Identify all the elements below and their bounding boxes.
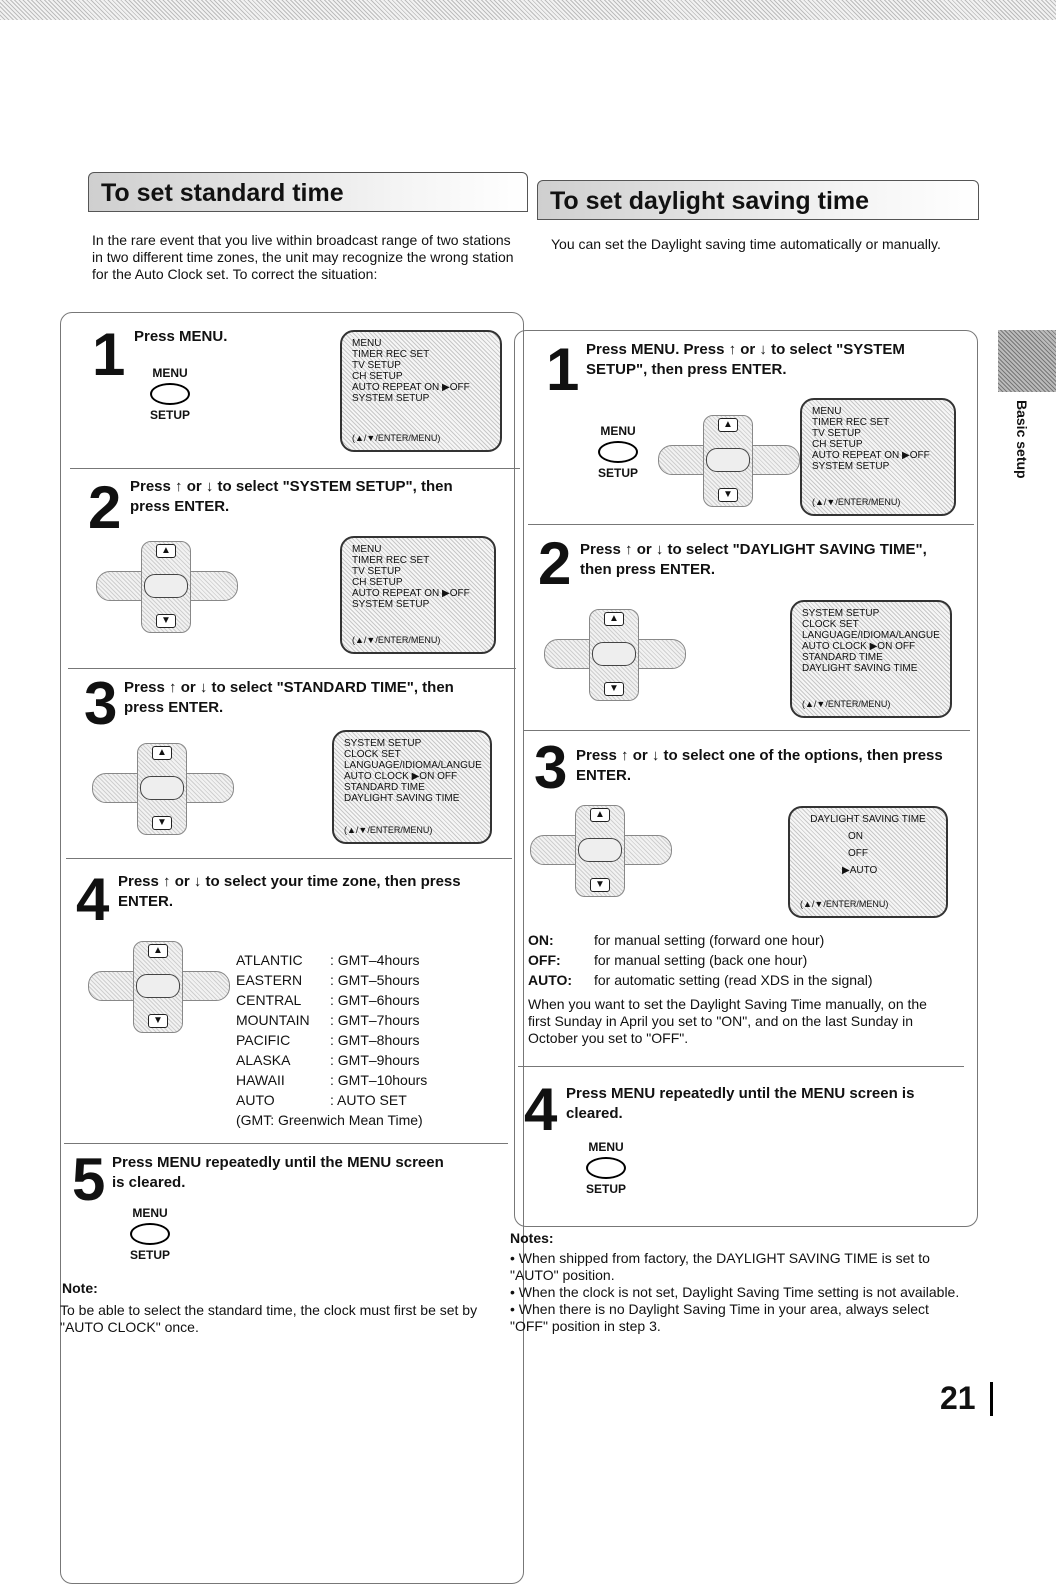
chapter-tab <box>998 330 1056 392</box>
menu-screen <box>800 398 956 516</box>
setup-label: SETUP <box>585 1182 626 1196</box>
menu-setup-button <box>566 1140 646 1196</box>
step-number: 3 <box>84 670 118 737</box>
screen-line: TIMER REC SET <box>352 555 430 566</box>
screen-line: LANGUAGE/IDIOMA/LANGUE <box>802 630 940 641</box>
screen-line: STANDARD TIME <box>802 652 883 663</box>
notes-heading: Notes: <box>510 1230 554 1246</box>
step-number: 2 <box>538 530 572 597</box>
timezone-list <box>236 950 427 1130</box>
direction-pad: ▲ ▼ <box>534 604 694 704</box>
section-title-daylight-saving: To set daylight saving time <box>537 180 979 220</box>
note-heading: Note: <box>62 1280 98 1296</box>
screen-line: CH SETUP <box>812 439 863 450</box>
step-text: Press MENU. Press ↑ or ↓ to select "SYSTEM SETUP", then press ENTER. <box>586 341 905 378</box>
oval-button-icon <box>586 1157 626 1179</box>
standard-time-intro: In the rare event that you live within broadcast range of two stations in two different time zones, the unit may recognize the wrong station for the Auto Clock set. To correct the situation: <box>92 232 514 282</box>
menu-label: MENU <box>152 366 188 380</box>
menu-label: MENU <box>588 1140 624 1154</box>
step-text: Press MENU repeatedly until the MENU screen is cleared. <box>566 1085 915 1122</box>
step-number: 3 <box>534 734 568 801</box>
timezone-row: PACIFIC : GMT–8hours <box>236 1032 420 1048</box>
oval-button-icon <box>150 383 190 405</box>
screen-footer: (▲/▼/ENTER/MENU) <box>352 433 441 443</box>
step-text: Press ↑ or ↓ to select "DAYLIGHT SAVING TIME", then press ENTER. <box>580 541 927 578</box>
top-pattern-band <box>0 0 1056 20</box>
screen-line: TV SETUP <box>352 566 401 577</box>
screen-line: CLOCK SET <box>344 749 401 760</box>
step-number: 2 <box>88 474 122 541</box>
page-number-bar <box>990 1382 993 1416</box>
screen-line: MENU <box>352 544 382 555</box>
screen-line: CH SETUP <box>352 371 403 382</box>
screen-line: TV SETUP <box>812 428 861 439</box>
divider <box>64 1143 508 1144</box>
daylight-screen <box>788 806 948 918</box>
screen-line: DAYLIGHT SAVING TIME <box>810 814 926 825</box>
screen-footer: (▲/▼/ENTER/MENU) <box>352 635 441 645</box>
menu-screen <box>340 536 496 654</box>
setup-label: SETUP <box>149 408 190 422</box>
screen-line: AUTO REPEAT ON ▶OFF <box>352 588 470 599</box>
screen-line: TV SETUP <box>352 360 401 371</box>
screen-line: STANDARD TIME <box>344 782 425 793</box>
timezone-row: EASTERN : GMT–5hours <box>236 972 420 988</box>
manual-setting-text: When you want to set the Daylight Saving Time manually, on the first Sunday in April you set to "ON", and on the last Sunday in October you set to "OFF". <box>528 996 927 1046</box>
menu-setup-button <box>110 1206 190 1262</box>
gmt-note: (GMT: Greenwich Mean Time) <box>236 1112 423 1128</box>
screen-line: TIMER REC SET <box>812 417 890 428</box>
direction-pad: ▲ ▼ <box>520 800 680 900</box>
system-setup-screen <box>332 730 492 844</box>
note-item: • When shipped from factory, the DAYLIGHT SAVING TIME is set to "AUTO" position. <box>510 1250 930 1283</box>
step-text: Press ↑ or ↓ to select one of the options, then press ENTER. <box>576 747 943 784</box>
timezone-row: HAWAII : GMT–10hours <box>236 1072 428 1088</box>
menu-label: MENU <box>600 424 636 438</box>
screen-line: AUTO CLOCK ▶ON OFF <box>344 771 458 782</box>
chapter-label: Basic setup <box>1014 400 1030 479</box>
direction-pad: ▲ ▼ <box>78 936 238 1036</box>
direction-pad: ▲ ▼ <box>648 410 808 510</box>
screen-line: AUTO REPEAT ON ▶OFF <box>812 450 930 461</box>
system-setup-screen <box>790 600 952 718</box>
step-text: Press MENU repeatedly until the MENU screen is cleared. <box>112 1154 444 1191</box>
setup-label: SETUP <box>597 466 638 480</box>
direction-pad: ▲ ▼ <box>82 738 242 838</box>
setup-label: SETUP <box>129 1248 170 1262</box>
screen-line: AUTO REPEAT ON ▶OFF <box>352 382 470 393</box>
screen-line: LANGUAGE/IDIOMA/LANGUE <box>344 760 482 771</box>
divider <box>66 858 512 859</box>
screen-footer: (▲/▼/ENTER/MENU) <box>344 825 433 835</box>
note-item: • When there is no Daylight Saving Time in your area, always select "OFF" position in step 3. <box>510 1301 929 1334</box>
screen-footer: (▲/▼/ENTER/MENU) <box>812 497 901 507</box>
step-number: 1 <box>92 321 126 388</box>
screen-line: SYSTEM SETUP <box>812 461 890 472</box>
step-number: 5 <box>72 1146 106 1213</box>
screen-line: DAYLIGHT SAVING TIME <box>344 793 460 804</box>
menu-screen <box>340 330 502 452</box>
option-row: ON: for manual setting (forward one hour) <box>528 932 825 948</box>
step-text: Press MENU. <box>134 328 228 345</box>
screen-line: MENU <box>352 338 382 349</box>
menu-setup-button <box>578 424 658 480</box>
menu-setup-button <box>130 366 210 422</box>
screen-footer: (▲/▼/ENTER/MENU) <box>802 699 891 709</box>
screen-line: ON <box>848 831 863 842</box>
option-row: AUTO: for automatic setting (read XDS in the signal) <box>528 972 873 988</box>
timezone-row: ATLANTIC : GMT–4hours <box>236 952 420 968</box>
step-text: Press ↑ or ↓ to select "STANDARD TIME", then press ENTER. <box>124 679 454 716</box>
note-text: To be able to select the standard time, the clock must first be set by "AUTO CLOCK" once. <box>60 1302 478 1335</box>
screen-line: OFF <box>848 848 868 859</box>
screen-line: CH SETUP <box>352 577 403 588</box>
divider <box>518 1066 964 1067</box>
step-number: 1 <box>546 336 580 403</box>
screen-line: AUTO CLOCK ▶ON OFF <box>802 641 916 652</box>
oval-button-icon <box>130 1223 170 1245</box>
menu-label: MENU <box>132 1206 168 1220</box>
screen-line: SYSTEM SETUP <box>802 608 880 619</box>
notes-list <box>510 1250 960 1335</box>
timezone-row: ALASKA : GMT–9hours <box>236 1052 420 1068</box>
divider <box>524 730 970 731</box>
oval-button-icon <box>598 441 638 463</box>
screen-line: MENU <box>812 406 842 417</box>
step-text: Press ↑ or ↓ to select your time zone, then press ENTER. <box>118 873 461 910</box>
step-number: 4 <box>524 1076 558 1143</box>
screen-footer: (▲/▼/ENTER/MENU) <box>800 899 889 909</box>
screen-line: SYSTEM SETUP <box>352 393 430 404</box>
timezone-row: AUTO : AUTO SET <box>236 1092 407 1108</box>
note-item: • When the clock is not set, Daylight Saving Time setting is not available. <box>510 1284 960 1300</box>
section-title-standard-time: To set standard time <box>88 172 528 212</box>
daylight-options <box>528 930 948 990</box>
screen-line: CLOCK SET <box>802 619 859 630</box>
divider <box>528 524 974 525</box>
daylight-intro: You can set the Daylight saving time automatically or manually. <box>551 236 941 252</box>
screen-line: SYSTEM SETUP <box>352 599 430 610</box>
screen-line: SYSTEM SETUP <box>344 738 422 749</box>
timezone-row: MOUNTAIN : GMT–7hours <box>236 1012 420 1028</box>
direction-pad: ▲ ▼ <box>86 536 246 636</box>
page-number: 21 <box>940 1380 976 1416</box>
screen-line: TIMER REC SET <box>352 349 430 360</box>
timezone-row: CENTRAL : GMT–6hours <box>236 992 420 1008</box>
step-number: 4 <box>76 866 110 933</box>
screen-line: DAYLIGHT SAVING TIME <box>802 663 918 674</box>
option-row: OFF: for manual setting (back one hour) <box>528 952 808 968</box>
divider <box>70 468 520 469</box>
divider <box>68 668 516 669</box>
screen-line: ▶AUTO <box>842 865 878 876</box>
step-text: Press ↑ or ↓ to select "SYSTEM SETUP", then press ENTER. <box>130 478 453 515</box>
